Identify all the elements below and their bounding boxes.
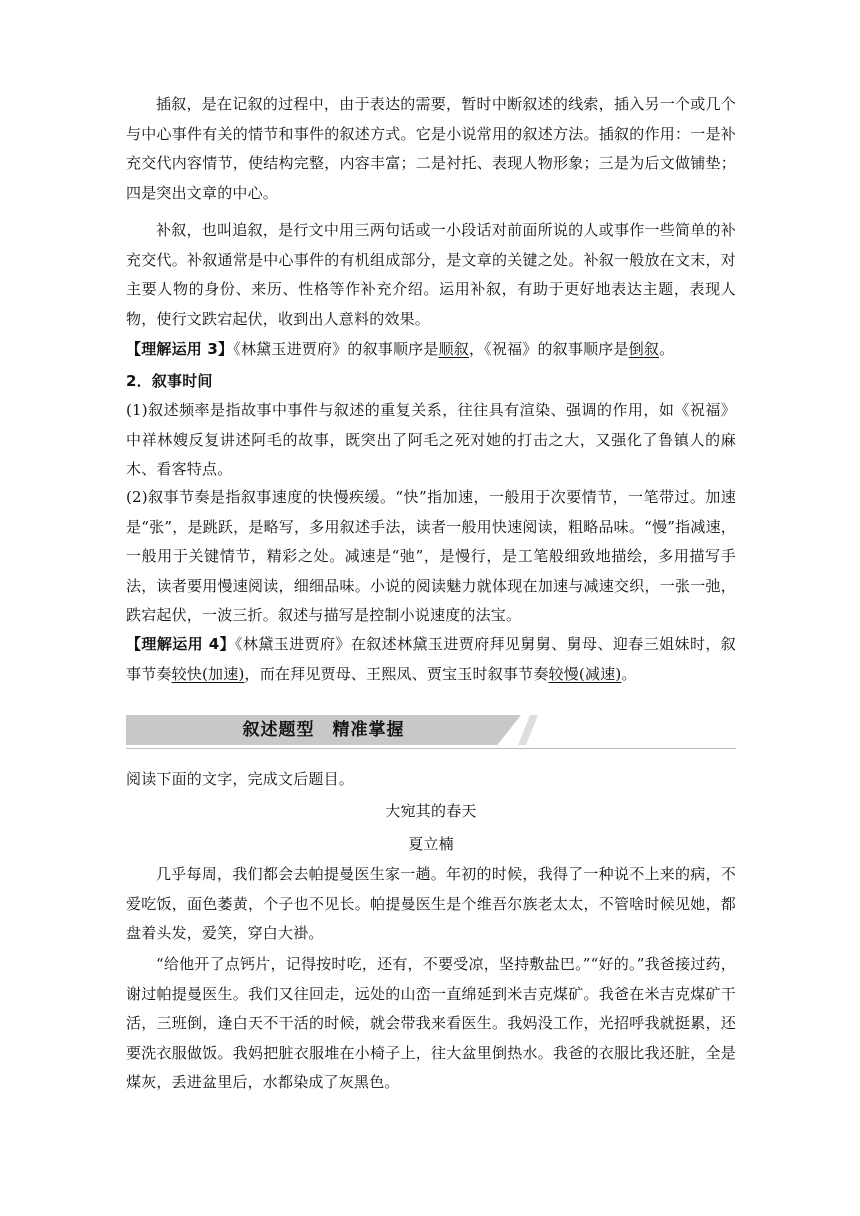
story-author: 夏立楠 <box>408 835 454 853</box>
apply-4 <box>126 630 736 689</box>
apply-3-answer2: 倒叙 <box>628 340 660 358</box>
apply-4-tag: 【理解运用 4】 <box>126 635 235 653</box>
apply-3-text3: 。 <box>659 340 675 358</box>
apply-4-text2: ，而在拜见贾母、王熙凤、贾宝玉时叙事节奏 <box>244 664 549 683</box>
apply-4-answer2: 较慢(减速) <box>548 664 622 683</box>
apply-3 <box>126 335 736 365</box>
apply-4-text3: 。 <box>621 664 637 683</box>
paragraph-insert-narration: 插叙，是在记叙的过程中，由于表达的需要，暂时中断叙述的线索，插入另一个或几个与中心事件有关的情节和事件的叙述方式。它是小说常用的叙述方法。插叙的作用：一是补充交代内容情节，使结构完整，内容丰富；二是衬托、表现人物形象；三是为后文做铺垫；四是突出文章的中心。 <box>126 95 736 202</box>
story-paragraph-1: 几乎每周，我们都会去帕提曼医生家一趟。年初的时候，我得了一种说不上来的病，不爱吃饭，面色萎黄，个子也不见长。帕提曼医生是个维吾尔族老太太，不管啥时候见她，都盘着头发，爱笑，穿白大褂。 <box>126 865 736 942</box>
banner-title: 叙述题型 精准掌握 <box>242 720 405 740</box>
story-paragraph-2: “给他开了点钙片，记得按时吃，还有，不要受凉，坚持敷盐巴。”“好的。”我爸接过药，谢过帕提曼医生。我们又往回走，远处的山峦一直绵延到米吉克煤矿。我爸在米吉克煤矿干活，三班倒，逢白天不干活的时候，就会带我来看医生。我妈没工作，光招呼我就挺累，还要洗衣服做饭。我妈把脏衣服堆在小椅子上，往大盆里倒热水。我爸的衣服比我还脏，全是煤灰，丢进盆里后，水都染成了灰黑色。 <box>126 955 736 1091</box>
apply-3-answer1: 顺叙 <box>438 340 469 358</box>
apply-4-text1: 《林黛玉进贾府》在叙述林黛玉进贾府拜见舅舅、舅母、迎春三姐妹时，叙事节奏 <box>126 635 737 683</box>
reading-instruction: 阅读下面的文字，完成文后题目。 <box>126 770 355 788</box>
apply-3-text1: 《林黛玉进贾府》的叙事顺序是 <box>233 340 439 358</box>
section-banner <box>126 712 736 749</box>
apply-4-answer1: 较快(加速) <box>171 664 245 683</box>
apply-3-text2: ，《祝福》的叙事顺序是 <box>468 340 629 358</box>
apply-3-tag: 【理解运用 3】 <box>126 340 234 358</box>
item-narrative-rhythm: (2)叙事节奏是指叙事速度的快慢疾缓。“快”指加速，一般用于次要情节，一笔带过。加速是“张”，是跳跃，是略写，多用叙述手法，读者一般用快速阅读，粗略品味。“慢”指减速，一般用于关键情节，精彩之处。减速是“弛”，是慢行，是工笔般细致地描绘，多用描写手法，读者要用慢速阅读，细细品味。小说的阅读魅力就体现在加速与减速交织，一张一弛，跌宕起伏，一波三折。叙述与描写是控制小说速度的法宝。 <box>126 488 736 624</box>
banner-stripe-decoration <box>518 715 538 745</box>
paragraph-supplement-narration: 补叙，也叫追叙，是行文中用三两句话或一小段话对前面所说的人或事作一些简单的补充交代。补叙通常是中心事件的有机组成部分，是文章的关键之处。补叙一般放在文末，对主要人物的身份、来历、性格等作补充介绍。运用补叙，有助于更好地表达主题，表现人物，使行文跌宕起伏，收到出人意料的效果。 <box>126 221 736 328</box>
story-title: 大宛其的春天 <box>385 802 477 820</box>
item-narrative-frequency: (1)叙述频率是指故事中事件与叙述的重复关系，往往具有渲染、强调的作用，如《祝福》中祥林嫂反复讲述阿毛的故事，既突出了阿毛之死对她的打击之大，又强化了鲁镇人的麻木、看客特点。 <box>126 401 736 478</box>
section-heading-narrative-time: 2．叙事时间 <box>126 372 213 390</box>
